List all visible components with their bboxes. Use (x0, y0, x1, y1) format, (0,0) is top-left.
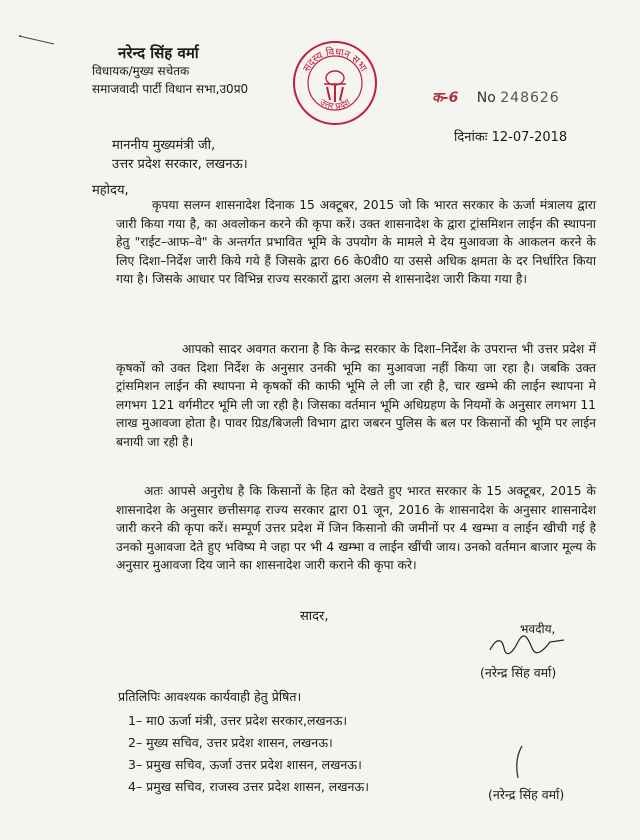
official-seal (292, 40, 378, 126)
reference-serial: 248626 (500, 90, 560, 106)
sender-block (92, 44, 248, 98)
copy-to-item: 3– प्रमुख सचिव, ऊर्जा उत्तर प्रदेश शासन, लखनऊ। (128, 757, 362, 772)
seal-bottom-text: उत्तर प्रदेश (317, 97, 353, 113)
signatory-name-2: (नरेन्द्र सिंह वर्मा) (488, 787, 565, 802)
reference-no-label: No (476, 90, 496, 106)
addressee-block (112, 136, 248, 174)
body-paragraph-2: आपको सादर अवगत कराना है कि केन्द्र सरकार के दिशा–निर्देश के उपरान्त भी उत्तर प्रदेश में कृषकों को उक्त दिशा निर्देश के अनुसार उनकी भूमि का मुआवजा नहीं किया जा रहा है। जबकि उक्त ट्रांसमिशन लाईन की स्थापना मे कृषकों की काफी भूमि ले ली जा रही है, चार खम्भे की लाईन स्थापना मे लगभग 121 वर्गमीटर भूमि ली जा रही है। जिसका वर्तमान भूमि अधिग्रहण के नियमों के अनुसार लगभग 11 लाख मुआवजा होता है। पावर ग्रिड/बिजली विभाग द्वारा जबरन पुलिस के बल पर किसानों की भूमि पर लाईन बनायी जा रही है। (116, 342, 596, 449)
copy-to-item: 2– मुख्य सचिव, उत्तर प्रदेश शासन, लखनऊ। (128, 735, 333, 750)
handwritten-signature (488, 634, 568, 656)
sender-designation: विधायक/मुख्य सचेतक (92, 64, 190, 78)
pen-scribble (18, 34, 58, 46)
signatory-name: (नरेन्द्र सिंह वर्मा) (480, 665, 557, 680)
addressee-line1: माननीय मुख्यमंत्री जी, (112, 138, 216, 153)
reference-number (432, 88, 560, 107)
copy-to-item: 1– मा0 ऊर्जा मंत्री, उत्तर प्रदेश सरकार,लखनऊ। (128, 713, 348, 728)
body-paragraph-1: कृपया सलग्न शासनादेश दिनाक 15 अक्टूबर, 2015 जो कि भारत सरकार के ऊर्जा मंत्रालय द्वारा जारी किया गया है, का अवलोकन करने की कृपा करें। उक्त शासनादेश के द्वारा ट्रांसमिशन लाईन की स्थापना हेतु "राईट–आफ–वे" के अन्तर्गत प्रभावित भूमि के उपयोग के मामले मे देय मुआवजा के आकलन करने के लिए दिशा–निर्देश जारी किये गये हैं जिसके द्वारा 66 के0वी0 या उससे अधिक क्षमता के दर निर्धारित किया गया है। जिसके आधार पर विभिन्न राज्य सरकारों द्वारा अलग से शासनादेश जारी किया गया है। (116, 198, 596, 287)
salutation: महोदय, (92, 183, 129, 198)
letter-date (454, 127, 567, 145)
sender-name: नरेन्द सिंह वर्मा (118, 44, 199, 62)
emblem-icon (324, 71, 346, 102)
date-label: दिनांकः (454, 130, 488, 145)
sender-party: समाजवादी पार्टी विधान सभा,उ0प्र0 (92, 82, 249, 96)
reference-code: क-6 (432, 90, 459, 106)
copy-to-item: 4– प्रमुख सचिव, राजस्व उत्तर प्रदेश शासन, लखनऊ। (128, 779, 369, 794)
copy-to-block (118, 686, 369, 798)
date-value: 12-07-2018 (491, 130, 568, 145)
seal-top-text: सदस्य विधान सभा (301, 46, 369, 74)
closing-text: सादर, (300, 609, 329, 624)
copy-to-heading: प्रतिलिपिः आवश्यक कार्यवाही हेतु प्रेषित। (118, 689, 302, 704)
body-paragraph-3: अतः आपसे अनुरोध है कि किसानों के हित को देखते हुए भारत सरकार के 15 अक्टूबर, 2015 के शासनादेश के अनुसार छत्तीसगढ़ राज्य सरकार द्वारा 01 जून, 2016 के शासनादेश के अनुसार शासनादेश जारी करने की कृपा करें। सम्पूर्ण उत्तर प्रदेश में जिन किसानो की जमीनों पर 4 खम्भा व लाईन खीची गई है उनको मुआवजा देते हुए भविष्य मे जहा पर भी 4 खम्भा व लाईन खींची जाय। उनको वर्तमान बाजार मूल्य के अनुसार मुआवजा दिय जाने का शासनादेश जारी कराने की कृपा करे। (116, 484, 596, 573)
pen-mark (512, 744, 526, 780)
addressee-line2: उत्तर प्रदेश सरकार, लखनऊ। (112, 157, 248, 172)
yours-faithfully: भवदीय, (520, 622, 556, 636)
